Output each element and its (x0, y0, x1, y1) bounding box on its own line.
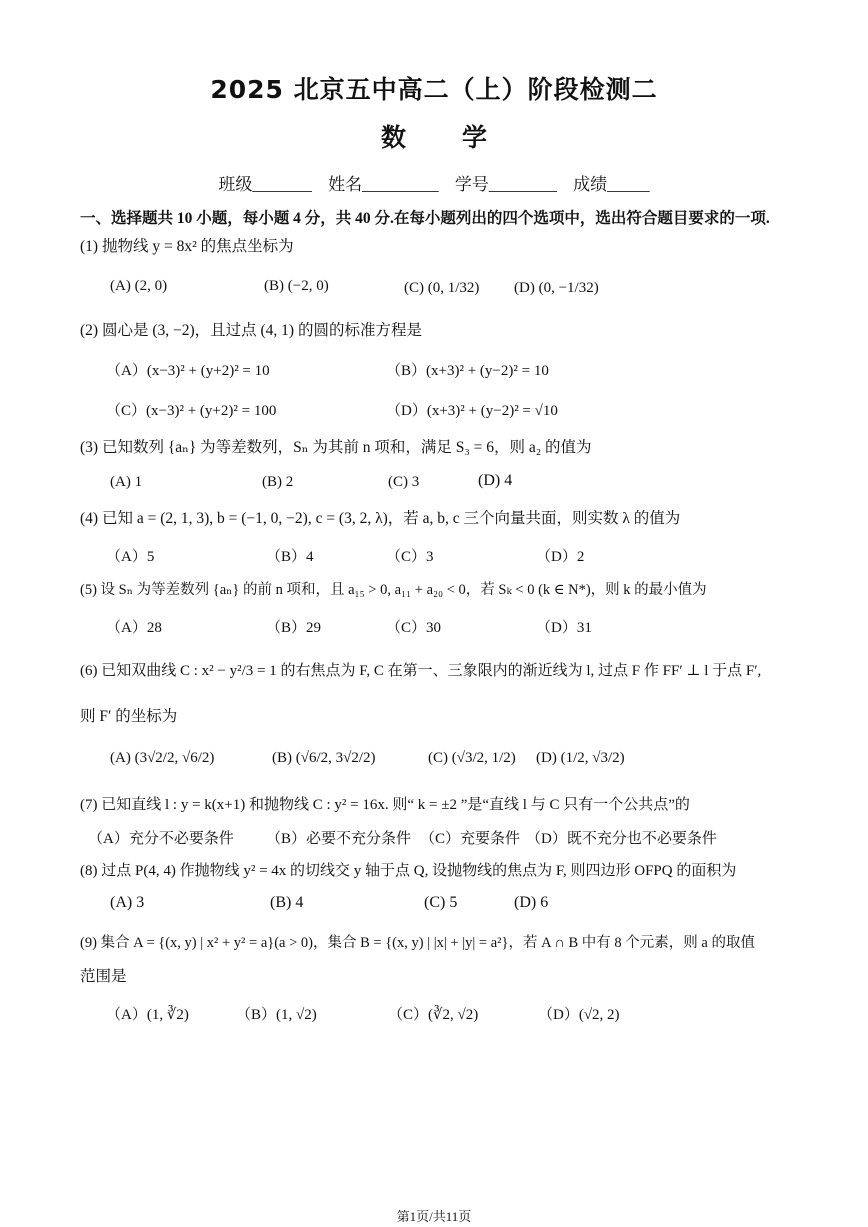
q6-option-d[interactable]: (D) (1/2, √3/2) (536, 750, 625, 766)
q8-option-c[interactable]: (C) 5 (424, 894, 458, 911)
section-heading: 一、选择题共 10 小题，每小题 4 分，共 40 分.在每小题列出的四个选项中，选出符合题目要求的一项. (80, 210, 770, 227)
page-footer: 第1页/共11页 (396, 1209, 472, 1224)
q9-option-d[interactable]: （D）(√2, 2) (538, 1007, 620, 1023)
question-9-stem: (9) 集合 A = {(x, y) | x² + y² = a}(a > 0)，集合 B = {(x, y) | |x| + |y| = a²}，若 A ∩ B 中有 8 个元素，则 a 的取值 (80, 935, 755, 951)
q3-option-c[interactable]: (C) 3 (388, 474, 420, 490)
q3-option-d[interactable]: (D) 4 (478, 472, 513, 489)
q7-option-a[interactable]: （A）充分不必要条件 (88, 831, 234, 847)
q4-option-c[interactable]: （C）3 (386, 549, 434, 565)
q5-option-b[interactable]: （B）29 (266, 620, 322, 636)
q4-option-a[interactable]: （A）5 (106, 549, 155, 565)
q2-option-b[interactable]: （B）(x+3)² + (y−2)² = 10 (386, 363, 549, 379)
q4-option-b[interactable]: （B）4 (266, 549, 314, 565)
question-5-stem: (5) 设 Sₙ 为等差数列 {aₙ} 的前 n 项和，且 a₁₅ > 0, a₁₁ + a₂₀ < 0，若 Sₖ < 0 (k ∈ N*)，则 k 的最小值为 (80, 582, 707, 598)
q2-option-a[interactable]: （A）(x−3)² + (y+2)² = 10 (106, 363, 270, 379)
q1-option-d[interactable]: (D) (0, −1/32) (514, 280, 599, 296)
q7-option-b[interactable]: （B）必要不充分条件 (266, 831, 412, 847)
q5-option-d[interactable]: （D）31 (536, 620, 592, 636)
question-7-stem: (7) 已知直线 l : y = k(x+1) 和抛物线 C : y² = 16x. 则“ k = ±2 ”是“直线 l 与 C 只有一个公共点”的 (80, 797, 690, 813)
q3-option-a[interactable]: (A) 1 (110, 474, 143, 490)
q9-option-c[interactable]: （C）(∛2, √2) (388, 1007, 479, 1023)
name-field[interactable]: 姓名_________ (328, 175, 439, 194)
question-6-stem: (6) 已知双曲线 C : x² − y²/3 = 1 的右焦点为 F, C 在第一、三象限内的渐近线为 l, 过点 F 作 FF′ ⊥ l 于点 F′, (80, 663, 762, 679)
q4-option-d[interactable]: （D）2 (536, 549, 585, 565)
q8-option-a[interactable]: (A) 3 (110, 894, 145, 911)
q7-option-c[interactable]: （C）充要条件 (420, 831, 521, 847)
question-3-stem: (3) 已知数列 {aₙ} 为等差数列，Sₙ 为其前 n 项和，满足 S₃ = 6，则 a₂ 的值为 (80, 439, 592, 456)
question-9-stem-cont: 范围是 (80, 968, 127, 985)
class-field[interactable]: 班级_______ (218, 175, 312, 194)
q5-option-c[interactable]: （C）30 (386, 620, 442, 636)
score-field[interactable]: 成绩_____ (573, 175, 650, 194)
question-2-stem: (2) 圆心是 (3, −2)，且过点 (4, 1) 的圆的标准方程是 (80, 322, 422, 339)
question-6-stem-cont: 则 F′ 的坐标为 (80, 708, 178, 725)
q8-option-d[interactable]: (D) 6 (514, 894, 549, 911)
q2-option-d[interactable]: （D）(x+3)² + (y−2)² = √10 (386, 403, 558, 419)
q5-option-a[interactable]: （A）28 (106, 620, 162, 636)
question-4-stem: (4) 已知 a = (2, 1, 3), b = (−1, 0, −2), c = (3, 2, λ)，若 a, b, c 三个向量共面，则实数 λ 的值为 (80, 510, 681, 527)
question-8-stem: (8) 过点 P(4, 4) 作抛物线 y² = 4x 的切线交 y 轴于点 Q, 设抛物线的焦点为 F, 则四边形 OFPQ 的面积为 (80, 863, 737, 879)
q1-option-c[interactable]: (C) (0, 1/32) (404, 280, 480, 296)
q6-option-b[interactable]: (B) (√6/2, 3√2/2) (272, 750, 376, 766)
question-1-stem: (1) 抛物线 y = 8x² 的焦点坐标为 (80, 238, 294, 255)
q9-option-b[interactable]: （B）(1, √2) (236, 1007, 317, 1023)
q2-option-c[interactable]: （C）(x−3)² + (y+2)² = 100 (106, 403, 277, 419)
q6-option-a[interactable]: (A) (3√2/2, √6/2) (110, 750, 215, 766)
q7-option-d[interactable]: （D）既不充分也不必要条件 (526, 831, 717, 847)
q3-option-b[interactable]: (B) 2 (262, 474, 294, 490)
q8-option-b[interactable]: (B) 4 (270, 894, 304, 911)
page-title: 2025 北京五中高二（上）阶段检测二 (210, 75, 658, 104)
q6-option-c[interactable]: (C) (√3/2, 1/2) (428, 750, 516, 766)
student-info (0, 170, 868, 195)
q1-option-b[interactable]: (B) (−2, 0) (264, 278, 329, 294)
q1-option-a[interactable]: (A) (2, 0) (110, 278, 168, 294)
q9-option-a[interactable]: （A）(1, ∛2) (106, 1007, 189, 1023)
student-id-field[interactable]: 学号________ (454, 175, 557, 194)
subject-title: 数学 (380, 123, 543, 152)
